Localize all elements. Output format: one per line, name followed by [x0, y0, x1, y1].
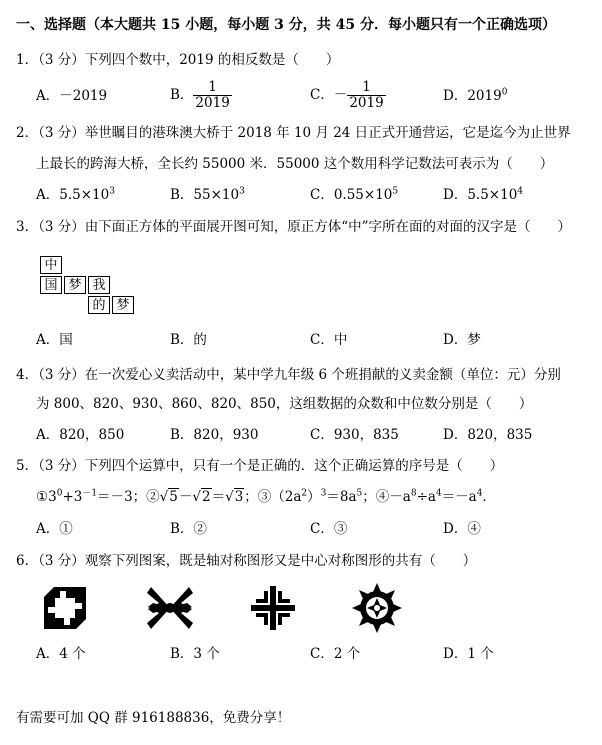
q1-option-b-numerator: 1	[193, 80, 231, 96]
q6-option-a: A．4 个	[36, 646, 86, 662]
q6-option-b: B．3 个	[170, 646, 220, 662]
q6-stem: 6．（3 分）观察下列图案，既是轴对称图形又是中心对称图形的共有（ ）	[16, 553, 477, 569]
expr-part: ）	[307, 489, 321, 505]
q4-option-b: B．820，930	[170, 427, 259, 443]
expr-exp: 4	[435, 488, 442, 499]
q2-option-d-base: D．5.5×10	[443, 187, 518, 203]
q5-stem: 5．（3 分）下列四个运算中，只有一个是正确的．这个正确运算的序号是（ ）	[16, 458, 504, 474]
q4-option-c: C．930，835	[310, 427, 399, 443]
q1-option-b	[170, 80, 232, 111]
expr-exp: 8	[410, 488, 417, 499]
q1-option-c-denominator: 2019	[349, 95, 384, 111]
footer-note: 有需要可加 QQ 群 916188836，免费分享！	[16, 710, 291, 726]
radical-sign: √	[159, 489, 169, 505]
cross-bracket-icon	[248, 583, 298, 633]
q1-option-b-label: B．	[170, 87, 194, 103]
radical-sign: √	[225, 489, 234, 505]
four-petal-knot-icon	[145, 583, 195, 633]
gear-flower-icon	[352, 583, 402, 633]
expr-part: +3	[62, 489, 83, 505]
q2-option-b-exponent: 3	[239, 186, 245, 197]
q3-option-d: D．梦	[443, 332, 481, 348]
net-cell-wo: 我	[88, 276, 110, 294]
expr-part: ＝－a	[441, 489, 477, 505]
q2-stem-line1: 2．（3 分）举世瞩目的港珠澳大桥于 2018 年 10 月 24 日正式开通营运，它是迄今为止世界	[16, 125, 571, 141]
q1-option-c-label: C．－	[310, 87, 348, 103]
radicand: 3	[234, 489, 244, 505]
q1-option-b-denominator: 2019	[195, 95, 230, 111]
expr-exp: 5	[356, 488, 363, 499]
expr-part: ＝－3；②	[97, 489, 160, 505]
q2-option-b-base: B．55×10	[170, 187, 240, 203]
net-cell-meng-2: 梦	[112, 296, 134, 314]
cube-net-diagram	[40, 256, 136, 316]
expr-part: ＝	[211, 489, 226, 505]
q4-option-d: D．820，835	[443, 427, 533, 443]
q1-option-b-fraction	[193, 80, 231, 111]
q6-option-d: D．1 个	[443, 646, 494, 662]
q2-option-a	[36, 186, 115, 204]
q2-option-b	[170, 186, 245, 204]
expr-exp: 4	[476, 488, 483, 499]
expr-part: ；③（2a	[244, 489, 302, 505]
square-swirl-icon	[40, 583, 90, 633]
radicand: 5	[169, 489, 178, 505]
q3-option-c: C．中	[310, 332, 348, 348]
q2-option-d	[443, 186, 523, 204]
expr-exp: 2	[301, 488, 308, 499]
q2-stem-line2: 上最长的跨海大桥，全长约 55000 米．55000 这个数用科学记数法可表示为（ ）	[36, 156, 554, 172]
net-cell-guo: 国	[40, 276, 62, 294]
radical-sign: √	[192, 489, 201, 505]
q4-stem-line2: 为 800、820、930、860、820、850，这组数据的众数和中位数分别是（ ）	[36, 396, 533, 412]
q2-option-c	[310, 186, 398, 204]
q5-option-c: C．③	[310, 521, 348, 537]
expr-part: －	[178, 489, 193, 505]
q5-option-a: A．①	[36, 521, 73, 537]
expr-part: ＝8a	[326, 489, 357, 505]
q1-option-c	[310, 80, 386, 111]
net-cell-meng: 梦	[64, 276, 86, 294]
q1-option-d-base: D．2019	[443, 88, 502, 104]
q1-option-c-fraction	[347, 80, 385, 111]
q2-option-a-exponent: 3	[109, 186, 115, 197]
expr-part: ÷a	[416, 489, 436, 505]
net-cell-de: 的	[88, 296, 110, 314]
q2-option-c-base: C．0.55×10	[310, 187, 393, 203]
q1-stem: 1．（3 分）下列四个数中，2019 的相反数是（ ）	[16, 52, 340, 68]
q5-expressions	[36, 488, 496, 506]
q3-stem: 3．（3 分）由下面正方体的平面展开图可知，原正方体“中”字所在面的对面的汉字是（ ）	[16, 219, 572, 235]
q1-option-d-exponent: 0	[501, 87, 508, 98]
q4-option-a: A．820，850	[36, 427, 125, 443]
expr-exp: －1	[82, 488, 98, 499]
q2-option-c-exponent: 5	[392, 186, 399, 197]
q5-option-b: B．②	[170, 521, 207, 537]
expr-part: ；④－a	[362, 489, 411, 505]
expr-exp: 3	[320, 488, 327, 499]
q3-option-b: B．的	[170, 332, 207, 348]
section-header: 一、选择题（本大题共 15 小题，每小题 3 分，共 45 分．每小题只有一个正确选项）	[16, 17, 556, 33]
q1-option-c-numerator: 1	[347, 80, 385, 96]
expr-part: ．	[482, 489, 496, 505]
expr-part: ①3	[36, 489, 57, 505]
q2-option-a-base: A．5.5×10	[36, 187, 110, 203]
q4-stem-line1: 4．（3 分）在一次爱心义卖活动中，某中学九年级 6 个班捐献的义卖金额（单位：元）分别	[16, 367, 561, 383]
net-cell-zhong: 中	[40, 256, 62, 274]
radicand: 2	[201, 489, 211, 505]
q2-option-d-exponent: 4	[517, 186, 524, 197]
q5-option-d: D．④	[443, 521, 481, 537]
q3-option-a: A．国	[36, 332, 73, 348]
expr-exp: 0	[56, 488, 63, 499]
q1-option-d	[443, 87, 507, 105]
q6-option-c: C．2 个	[310, 646, 361, 662]
q1-option-a: A．－2019	[36, 88, 108, 104]
